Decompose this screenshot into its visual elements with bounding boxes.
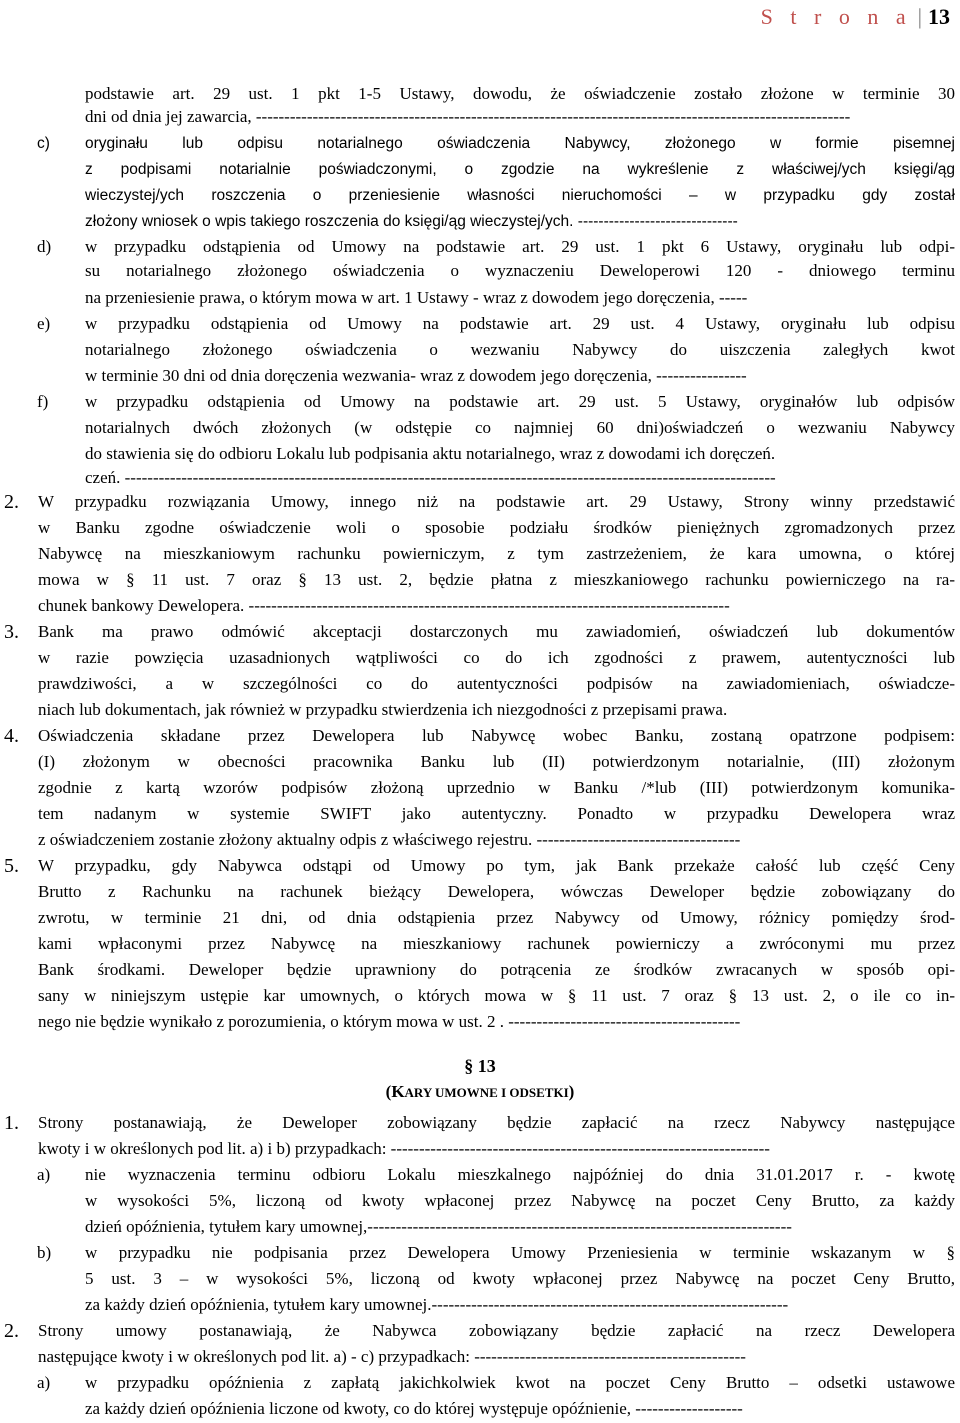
text-line: w wysokości 5%, liczoną od kwoty wpłaconej przez Nabywcę na poczet Ceny Brutto, za każdy	[85, 1191, 955, 1210]
page-label: S t r o n a	[760, 4, 912, 29]
text-line: Brutto z Rachunku na rachunek bieżący Dewelopera, wówczas Deweloper będzie zobowiązany do	[38, 882, 955, 901]
text-line: za każdy dzień opóźnienia liczone od kwoty, co do której występuje opóźnienie, -------------------	[85, 1399, 743, 1418]
item-label-f: f)	[37, 392, 49, 411]
section-title-prefix: (K	[385, 1082, 405, 1101]
item-number-2: 2.	[4, 491, 19, 513]
text-line: z podpisami notarialnie poświadczonymi, o zgodzie na wykreślenie z właściwej/ych księgi/ąg	[85, 161, 955, 178]
text-line: zgodnie z kartą wzorów podpisów złożoną uprzednio w Banku /*lub (III) potwierdzonym komunika-	[38, 778, 955, 797]
text-line: nie wyznaczenia terminu odbioru Lokalu mieszkalnego najpóźniej do dnia 31.01.2017 r. - kwotę	[85, 1165, 955, 1184]
text-line: kami wpłaconymi przez Nabywcę na mieszkaniowy rachunek powierniczy a zwróconymi mu przez	[38, 934, 955, 953]
item-number-3: 3.	[4, 621, 19, 643]
text-line: do stawienia się do odbioru Lokalu lub podpisania aktu notarialnego, wraz z dowodami ich doręczeń.	[85, 444, 776, 463]
section-title-smallcaps: ARY UMOWNE I ODSETKI	[404, 1085, 569, 1100]
section-number: § 13	[464, 1056, 496, 1076]
item-label-c: c)	[37, 135, 50, 152]
header-separator: |	[917, 4, 922, 29]
text-line: W przypadku, gdy Nabywca odstąpi od Umowy po tym, jak Bank przekaże całość lub część Ceny	[38, 856, 955, 875]
section-item-1a: a)	[37, 1165, 51, 1184]
text-line: zwrotu, w terminie 21 dni, od dnia odstąpienia przez Nabywcy od Umowy, różnicy pomiędzy środ-	[38, 908, 955, 927]
item-label-d: d)	[37, 237, 52, 256]
text-line: czeń. -------------------------------------------------------------------------------------------------------------------	[85, 468, 776, 487]
item-label-e: e)	[37, 314, 51, 333]
text-line: następujące kwoty i w określonych pod lit. a) - c) przypadkach: ------------------------------------------------	[38, 1347, 746, 1366]
text-line: sany w niniejszym ustępie kar umownych, o których mowa w § 11 ust. 7 oraz § 13 ust. 2, o ile co in-	[38, 986, 955, 1005]
text-line: (I) złożonym w obecności pracownika Banku lub (II) potwierdzonym notarialnie, (III) złożonym	[38, 752, 955, 771]
text-line: dzień opóźnienia, tytułem kary umownej,---------------------------------------------------------------------------	[85, 1217, 792, 1236]
text-line: oryginału lub odpisu notarialnego oświadczenia Nabywcy, złożonego w formie pisemnej	[85, 135, 955, 152]
text-line: su notarialnego złożonego oświadczenia o wyznaczeniu Deweloperowi 120 - dniowego terminu	[85, 261, 955, 280]
text-line: za każdy dzień opóźnienia, tytułem kary umownej.---------------------------------------------------------------	[85, 1295, 789, 1314]
item-number-4: 4.	[4, 725, 19, 747]
text-line: kwoty i w określonych pod lit. a) i b) przypadkach: -------------------------------------------------------------------	[38, 1139, 770, 1158]
text-line: w Banku zgodne oświadczenie woli o sposobie podziału środków pieniężnych zgromadzonych przez	[38, 518, 955, 537]
text-line: Oświadczenia składane przez Dewelopera lub Nabywcę wobec Banku, zostaną opatrzone podpisem:	[38, 726, 955, 745]
text-line: Strony postanawiają, że Deweloper zobowiązany będzie zapłacić na rzecz Nabywcy następujące	[38, 1113, 955, 1132]
page-number: 13	[928, 4, 950, 29]
page-header	[761, 4, 950, 30]
text-line: wieczystej/ych roszczenia o przeniesienie własności nieruchomości – w przypadku gdy został	[85, 187, 955, 204]
section-title-suffix: )	[568, 1082, 575, 1101]
text-line: z oświadczeniem zostanie złożony aktualny odpis z właściwego rejestru. ------------------------------------	[38, 830, 741, 849]
text-line: mowa w § 11 ust. 7 oraz § 13 ust. 2, będzie płatna z mieszkaniowego rachunku powierniczego na ra-	[38, 570, 955, 589]
text-line: w razie powzięcia uzasadnionych wątpliwości co do ich zgodności z prawem, autentyczności lub	[38, 648, 955, 667]
text-line: w przypadku odstąpienia od Umowy na podstawie art. 29 ust. 4 Ustawy, oryginału lub odpisu	[85, 314, 955, 333]
text-line: niach lub dokumentach, jak również w przypadku stwierdzenia ich niezgodności z przepisami prawa.	[38, 700, 728, 719]
text-line: Nabywcę na mieszkaniowym rachunku powierniczym, z tym zastrzeżeniem, że kara umowna, o której	[38, 544, 955, 563]
section-item-1b: b)	[37, 1243, 52, 1262]
text-line: podstawie art. 29 ust. 1 pkt 1-5 Ustawy, dowodu, że oświadczenie zostało złożone w terminie 30	[85, 84, 955, 103]
text-line: w przypadku opóźnienia z zapłatą jakichkolwiek kwot na poczet Ceny Brutto – odsetki ustawowe	[85, 1373, 955, 1392]
text-line: w przypadku odstąpienia od Umowy na podstawie art. 29 ust. 1 pkt 6 Ustawy, oryginału lub odpi-	[85, 237, 955, 256]
text-line: 5 ust. 3 – w wysokości 5%, liczoną od kwoty wpłaconej przez Nabywcę na poczet Ceny Brutto,	[85, 1269, 955, 1288]
text-line: Strony umowy postanawiają, że Nabywca zobowiązany będzie zapłacić na rzecz Dewelopera	[38, 1321, 955, 1340]
section-title	[0, 1082, 960, 1102]
text-line: notarialnego złożonego oświadczenia o wezwaniu Nabywcy do uiszczenia zaległych kwot	[85, 340, 955, 359]
text-line: dni od dnia jej zawarcia, ---------------------------------------------------------------------------------------------------------	[85, 107, 851, 126]
text-line: prawdziwości, a w szczególności co do autentyczności podpisów na zawiadomieniach, oświadcze-	[38, 674, 955, 693]
section-item-2: 2.	[4, 1320, 19, 1342]
text-line: tem nadanym w systemie SWIFT jako autentyczny. Ponadto w przypadku Dewelopera wraz	[38, 804, 955, 823]
section-item-1: 1.	[4, 1112, 19, 1134]
text-line: W przypadku rozwiązania Umowy, innego niż na podstawie art. 29 Ustawy, Strony winny przedstawić	[38, 492, 955, 511]
text-line: w przypadku odstąpienia od Umowy na podstawie art. 29 ust. 5 Ustawy, oryginałów lub odpisów	[85, 392, 955, 411]
text-line: nego nie będzie wynikało z porozumienia, o którym mowa w ust. 2 . -----------------------------------------	[38, 1012, 741, 1031]
text-line: na przeniesienie prawa, o którym mowa w art. 1 Ustawy - wraz z dowodem jego doręczenia, -----	[85, 288, 748, 307]
text-line: chunek bankowy Dewelopera. -------------------------------------------------------------------------------------	[38, 596, 730, 615]
text-line: Bank ma prawo odmówić akceptacji dostarczonych mu zawiadomień, oświadczeń lub dokumentów	[38, 622, 955, 641]
item-number-5: 5.	[4, 855, 19, 877]
text-line: w przypadku nie podpisania przez Dewelopera Umowy Przeniesienia w terminie wskazanym w §	[85, 1243, 955, 1262]
text-line: w terminie 30 dni od dnia doręczenia wezwania- wraz z dowodem jego doręczenia, ----------------	[85, 366, 747, 385]
section-item-2a: a)	[37, 1373, 51, 1392]
text-line: złożony wniosek o wpis takiego roszczenia do księgi/ąg wieczystej/ych. -------------------------------	[85, 213, 738, 230]
text-line: notarialnych dwóch złożonych (w odstępie co najmniej 60 dni)oświadczeń o wezwaniu Nabywcy	[85, 418, 955, 437]
text-line: Bank środkami. Deweloper będzie uprawniony do potrącenia ze środków zwracanych w sposób opi-	[38, 960, 955, 979]
